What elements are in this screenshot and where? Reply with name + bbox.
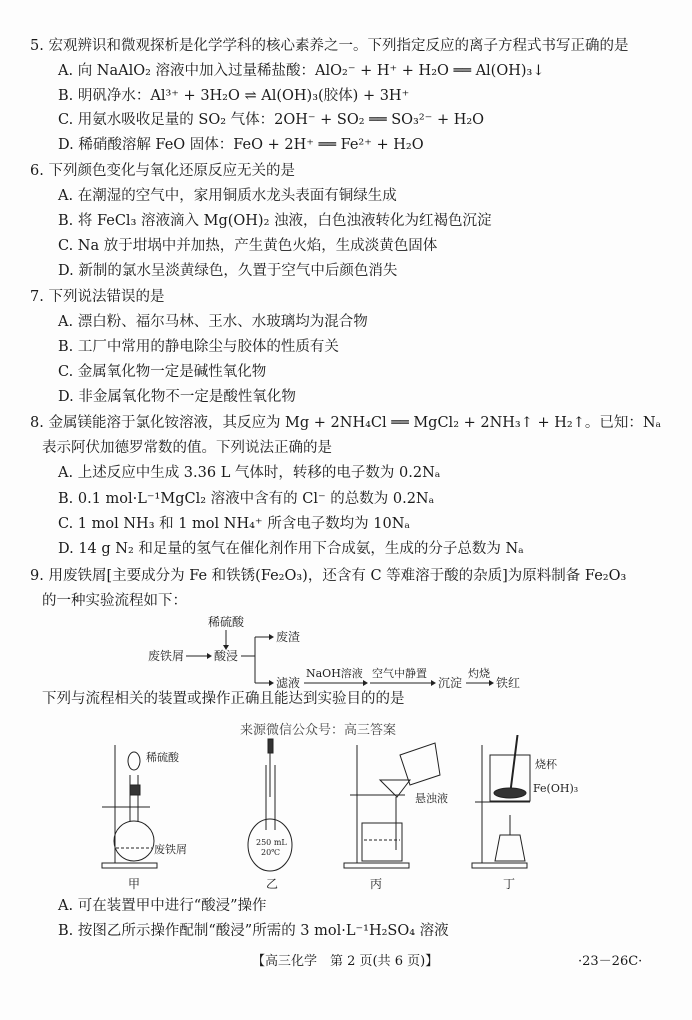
ding-caption: 丁: [503, 877, 516, 890]
q5-option-b: B. 明矾净水：Al³⁺ + 3H₂O ⇌ Al(OH)₃(胶体) + 3H⁺: [58, 88, 410, 104]
watermark: 来源微信公众号：高三答案: [240, 723, 397, 738]
q5-stem: 5. 宏观辨识和微观探析是化学学科的核心素养之一。下列指定反应的离子方程式书写正确的是: [30, 38, 629, 54]
q8-option-b: B. 0.1 mol·L⁻¹MgCl₂ 溶液中含有的 Cl⁻ 的总数为 0.2Nₐ: [58, 491, 435, 507]
apparatus-figure: [0, 735, 692, 890]
q9-option-b: B. 按图乙所示操作配制“酸浸”所需的 3 mol·L⁻¹H₂SO₄ 溶液: [58, 923, 449, 939]
flow-step2: 空气中静置: [372, 667, 427, 680]
ding-label-feoh3: Fe(OH)₃: [533, 782, 579, 795]
q8-option-a: A. 上述反应中生成 3.36 L 气体时，转移的电子数为 0.2Nₐ: [58, 465, 441, 481]
q6-option-d: D. 新制的氯水呈淡黄绿色，久置于空气中后颜色消失: [58, 263, 398, 279]
flow-product: 铁红: [496, 676, 521, 690]
q9-option-a: A. 可在装置甲中进行“酸浸”操作: [58, 898, 267, 914]
bing-caption: 丙: [370, 877, 383, 890]
ding-label-beaker: 烧杯: [535, 758, 557, 771]
jia-caption: 甲: [128, 877, 141, 890]
footer-code: ·23－26C·: [578, 954, 643, 969]
yi-temp: 20℃: [261, 848, 281, 857]
q9-stem: 9. 用废铁屑[主要成分为 Fe 和铁锈(Fe₂O₃)，还含有 C 等难溶于酸的杂质]为原料制备 Fe₂O₃: [30, 568, 627, 584]
q8-option-d: D. 14 g N₂ 和足量的氢气在催化剂作用下合成氨，生成的分子总数为 Nₐ: [58, 541, 524, 557]
jia-label-scrap: 废铁屑: [154, 843, 187, 856]
q5-option-d: D. 稀硝酸溶解 FeO 固体：FeO + 2H⁺ ══ Fe²⁺ + H₂O: [58, 137, 424, 153]
q6-option-c: C. Na 放于坩埚中并加热，产生黄色火焰，生成淡黄色固体: [58, 238, 438, 254]
flow-diagram: [0, 612, 692, 692]
q8-stem-continued: 表示阿伏加德罗常数的值。下列说法正确的是: [42, 440, 332, 456]
apparatus-bing: [344, 743, 448, 890]
apparatus-yi: [248, 739, 292, 890]
jia-label-acid: 稀硫酸: [146, 751, 179, 764]
q8-option-c: C. 1 mol NH₃ 和 1 mol NH₄⁺ 所含电子数均为 10Nₐ: [58, 516, 411, 532]
flow-start: 废铁屑: [148, 649, 185, 663]
q8-stem: 8. 金属镁能溶于氯化铵溶液，其反应为 Mg + 2NH₄Cl ══ MgCl₂ + 2NH₃↑ + H₂↑。已知：Nₐ: [30, 415, 662, 431]
q9-stem-continued: 的一种实验流程如下：: [42, 593, 187, 609]
flow-filtrate: 滤液: [276, 676, 301, 690]
q6-option-b: B. 将 FeCl₃ 溶液滴入 Mg(OH)₂ 浊液，白色浊液转化为红褐色沉淀: [58, 213, 492, 229]
q7-stem: 7. 下列说法错误的是: [30, 289, 165, 305]
q7-option-b: B. 工厂中常用的静电除尘与胶体的性质有关: [58, 339, 339, 355]
apparatus-jia: [102, 745, 187, 890]
footer-page-info: 【高三化学 第 2 页(共 6 页)】: [252, 954, 439, 969]
yi-volume: 250 mL: [256, 838, 287, 847]
flow-step3: 灼烧: [468, 667, 490, 680]
flow-step1: NaOH溶液: [306, 667, 363, 680]
apparatus-ding: [472, 735, 578, 890]
q7-option-c: C. 金属氧化物一定是碱性氧化物: [58, 364, 267, 380]
flow-precip: 沉淀: [438, 676, 463, 690]
q5-option-c: C. 用氨水吸收足量的 SO₂ 气体：2OH⁻ + SO₂ ══ SO₃²⁻ + H₂O: [58, 112, 485, 128]
q6-stem: 6. 下列颜色变化与氧化还原反应无关的是: [30, 163, 295, 179]
q6-option-a: A. 在潮湿的空气中，家用铜质水龙头表面有铜绿生成: [58, 188, 397, 204]
flow-residue: 废渣: [276, 630, 301, 644]
q5-option-a: A. 向 NaAlO₂ 溶液中加入过量稀盐酸：AlO₂⁻ + H⁺ + H₂O ══ Al(OH)₃↓: [58, 63, 545, 79]
flow-acid: 稀硫酸: [208, 615, 245, 629]
q7-option-d: D. 非金属氧化物不一定是酸性氧化物: [58, 389, 296, 405]
yi-caption: 乙: [266, 877, 279, 890]
q9-question: 下列与流程相关的装置或操作正确且能达到实验目的的是: [42, 691, 405, 707]
flow-leach: 酸浸: [214, 649, 239, 663]
q7-option-a: A. 漂白粉、福尔马林、王水、水玻璃均为混合物: [58, 314, 368, 330]
bing-label: 悬浊液: [415, 792, 448, 805]
